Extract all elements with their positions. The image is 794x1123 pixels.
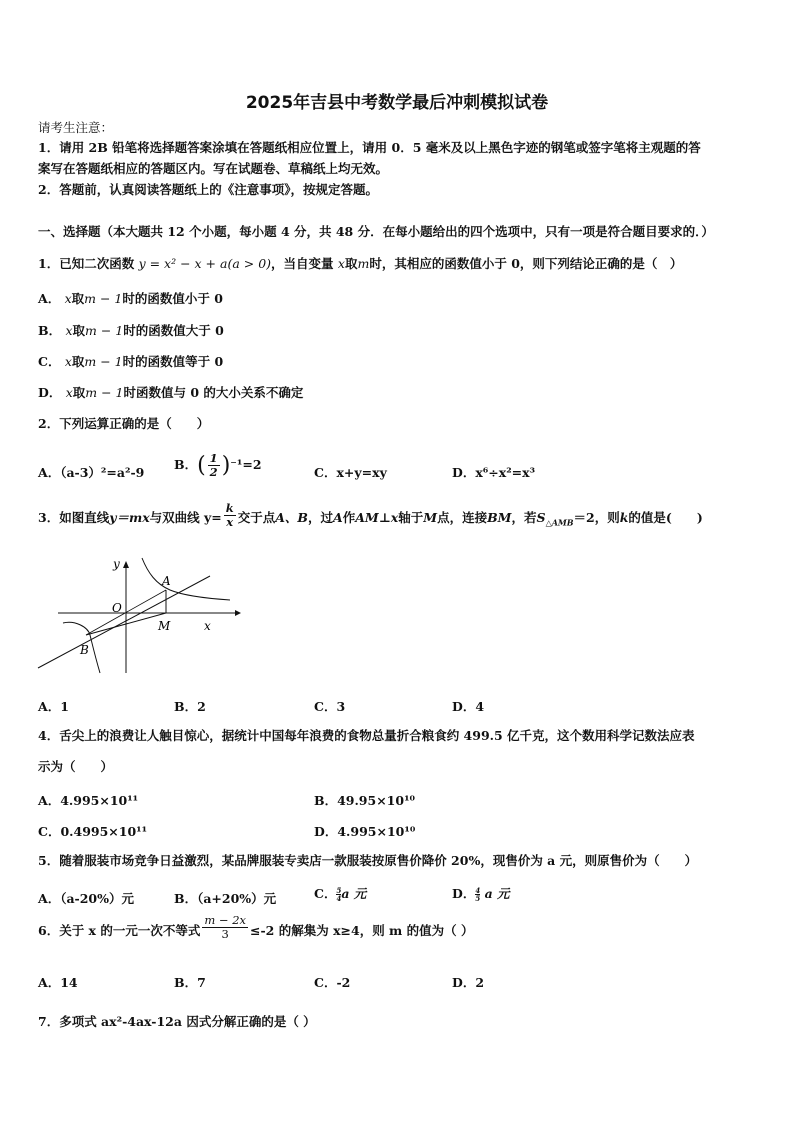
question-1-option-a[interactable]: A． x取m − 1时的函数值小于 0 (38, 291, 223, 306)
x-axis-arrow-icon (235, 610, 241, 616)
question-6-option-a[interactable]: A．14 (38, 975, 78, 990)
question-3-option-d[interactable]: D．4 (452, 699, 485, 714)
question-1-option-c[interactable]: C． x取m − 1时的函数值等于 0 (38, 354, 224, 369)
notice-item-1: 1．请用 2B 铅笔将选择题答案涂填在答题纸相应位置上，请用 0．5 毫米及以上黑色字迹的钢笔或签字笔将主观题的答 (38, 140, 701, 155)
question-6-option-d[interactable]: D．2 (452, 975, 485, 990)
notice-item-1-cont: 案写在答题纸相应的答题区内。写在试题卷、草稿纸上均无效。 (38, 161, 389, 176)
question-5-option-c[interactable]: C． $\frac{5}{4}$ a 元 (314, 886, 367, 903)
question-1-stem: 1．已知二次函数 y = x² − x + a(a > 0)，当自变量 x取m时，其相应的函数值小于 0，则下列结论正确的是（ ） (38, 256, 683, 271)
label-x: x (204, 619, 211, 633)
question-4-option-b[interactable]: B．49.95×10¹⁰ (314, 793, 416, 808)
notice-heading: 请考生注意： (38, 120, 114, 135)
label-m: M (158, 619, 171, 633)
question-2-option-b[interactable]: B．( $\frac{1}{2}$ )⁻¹=2 (174, 451, 262, 479)
label-b: B (80, 643, 89, 657)
question-5-option-a[interactable]: A．（a-20%）元 (38, 891, 135, 906)
question-5-option-d[interactable]: D． $\frac{4}{5}$ a 元 (452, 886, 510, 903)
question-2-option-a[interactable]: A．（a-3）²=a²-9 (38, 465, 145, 480)
question-4-option-d[interactable]: D．4.995×10¹⁰ (314, 824, 416, 839)
y-axis-arrow-icon (123, 561, 129, 568)
question-6-option-c[interactable]: C．-2 (314, 975, 351, 990)
hyperbola-branch-1 (142, 558, 230, 600)
question-2-stem: 2．下列运算正确的是（ ） (38, 416, 210, 431)
line-y-mx (38, 576, 210, 668)
label-a: A (162, 574, 171, 588)
question-1-option-d[interactable]: D． x取m − 1时函数值与 0 的大小关系不确定 (38, 385, 304, 400)
question-1-option-b[interactable]: B． x取m − 1时的函数值大于 0 (38, 323, 224, 338)
question-4-stem-cont: 示为（ ） (38, 759, 114, 774)
question-3-option-c[interactable]: C．3 (314, 699, 346, 714)
question-6-option-b[interactable]: B．7 (174, 975, 206, 990)
question-4-stem: 4．舌尖上的浪费让人触目惊心，据统计中国每年浪费的食物总量折合粮食约 499.5 亿千克，这个数用科学记数法应表 (38, 728, 695, 743)
question-7-stem: 7．多项式 ax²-4ax-12a 因式分解正确的是（ ） (38, 1014, 316, 1029)
label-o: O (112, 601, 122, 615)
question-5-stem: 5．随着服装市场竞争日益激烈，某品牌服装专卖店一款服装按原售价降价 20%，现售价为 a 元，则原售价为（ ） (38, 853, 698, 868)
notice-item-2: 2．答题前，认真阅读答题纸上的《注意事项》，按规定答题。 (38, 182, 378, 197)
question-4-option-a[interactable]: A．4.995×10¹¹ (38, 793, 139, 808)
question-3-stem: 3．如图直线y＝mx与双曲线 y= $\frac{k}{x}$ 交于点A、B，过A作AM⊥x轴于M点，连接BM，若$S_{\triangle AMB}=2$，则k的值是( ) (38, 501, 703, 529)
question-2-option-d[interactable]: D．x⁶÷x²=x³ (452, 465, 536, 480)
question-4-option-c[interactable]: C．0.4995×10¹¹ (38, 824, 148, 839)
label-y: y (113, 557, 120, 571)
page-title: 2025年吉县中考数学最后冲刺模拟试卷 (245, 93, 549, 113)
section-heading: 一、选择题（本大题共 12 个小题，每小题 4 分，共 48 分．在每小题给出的四个选项中，只有一项是符合题目要求的．） (38, 224, 714, 239)
question-3-option-b[interactable]: B．2 (174, 699, 206, 714)
question-2-option-c[interactable]: C．x+y=xy (314, 465, 387, 480)
question-3-option-a[interactable]: A．1 (38, 699, 69, 714)
question-6-stem: 6．关于 x 的一元一次不等式 $\frac{m - 2x}{3}$ ≤-2 的解集为 x≥4，则 m 的值为（ ） (38, 913, 474, 941)
question-3-figure (30, 548, 250, 683)
question-5-option-b[interactable]: B．（a+20%）元 (174, 891, 277, 906)
